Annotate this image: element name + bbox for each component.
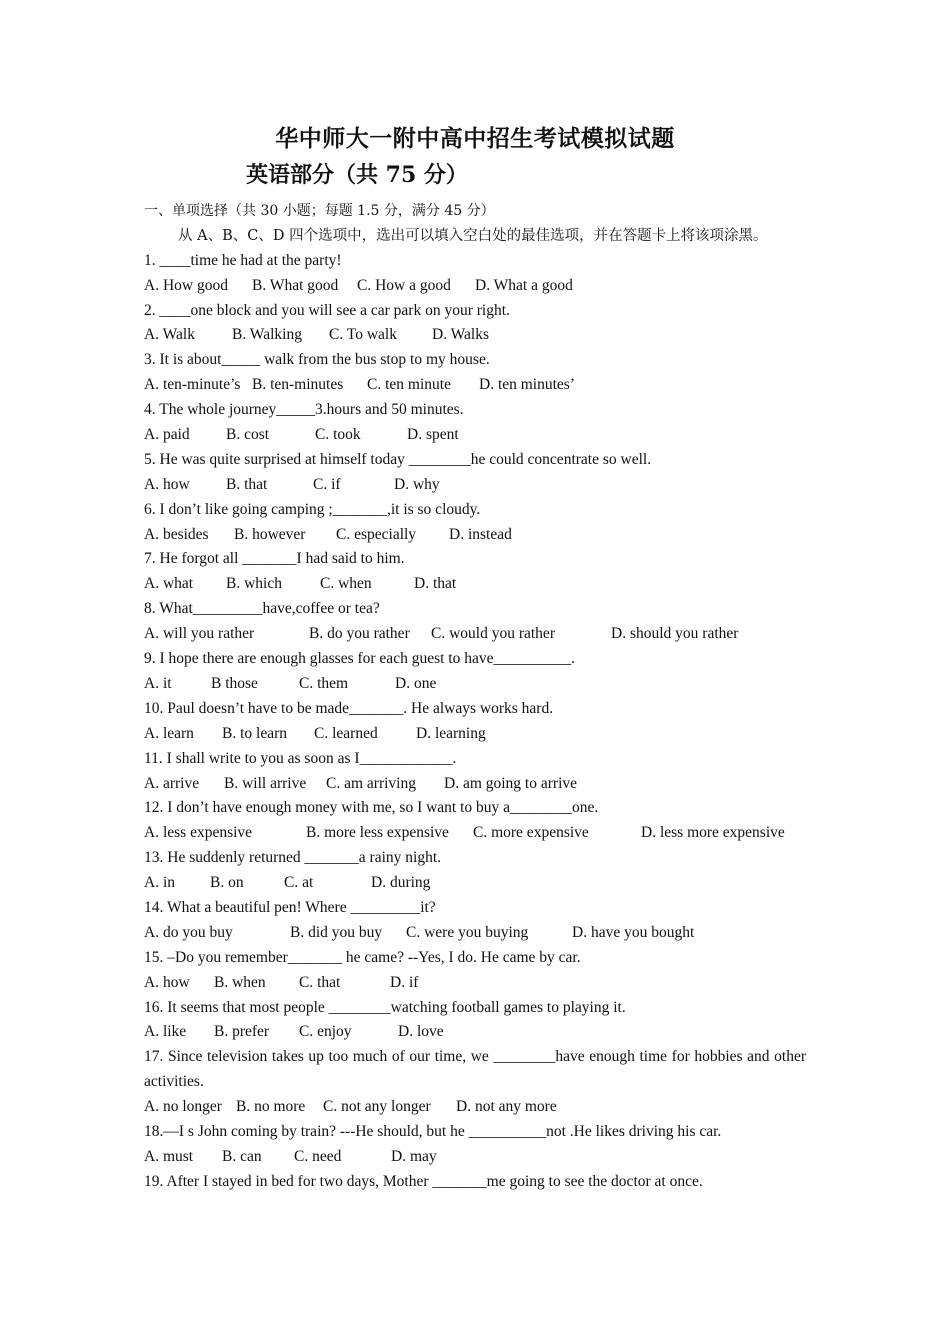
answer-option: A. what (144, 575, 194, 593)
option-row (144, 921, 806, 946)
answer-option: B. What good (252, 276, 339, 294)
option-row (144, 1145, 806, 1170)
question-stem: 7. He forgot all _______I had said to him. (144, 550, 405, 568)
option-row (144, 772, 806, 797)
answer-option: D. that (414, 575, 457, 593)
answer-option: B. do you rather (309, 625, 410, 643)
answer-option: C. ten minute (367, 376, 451, 394)
question-stem: 12. I don’t have enough money with me, so I want to buy a________one. (144, 799, 599, 817)
answer-option: C. not any longer (323, 1098, 431, 1116)
answer-option: B. prefer (214, 1023, 270, 1041)
option-row (144, 622, 806, 647)
answer-option: C. took (315, 426, 361, 444)
question-stem: 18.—I s John coming by train? ---He should, but he __________not .He likes driving his car. (144, 1123, 722, 1140)
exam-title: 华中师大一附中高中招生考试模拟试题 (275, 125, 675, 152)
answer-option: D. not any more (456, 1098, 557, 1116)
answer-option: D. love (398, 1023, 444, 1041)
answer-option: A. how (144, 475, 190, 493)
question-stem: 6. I don’t like going camping ;_______,it is so cloudy. (144, 500, 481, 518)
option-row (144, 523, 806, 548)
answer-option: A. paid (144, 426, 190, 444)
answer-option: B. will arrive (224, 774, 307, 792)
answer-option: C. that (299, 973, 341, 991)
answer-option: C. How a good (357, 276, 451, 294)
exam-body (144, 199, 806, 1195)
answer-option: D. What a good (475, 276, 573, 294)
question-stem: 5. He was quite surprised at himself today ________he could concentrate so well. (144, 450, 652, 468)
answer-option: D. during (371, 874, 431, 892)
answer-option: B those (211, 674, 258, 692)
answer-option: A. in (144, 874, 175, 892)
answer-option: A. arrive (144, 774, 200, 792)
section-subtitle: 英语部分（共 75 分） (246, 162, 468, 188)
question-stem: 2. ____one block and you will see a car park on your right. (144, 301, 510, 319)
answer-option: D. ten minutes’ (479, 376, 575, 394)
answer-option: D. Walks (432, 326, 490, 344)
answer-option: D. have you bought (572, 923, 695, 941)
option-row (144, 722, 806, 747)
answer-option: C. To walk (329, 326, 397, 344)
answer-option: A. it (144, 674, 172, 692)
option-row (144, 373, 806, 398)
answer-option: B. Walking (232, 326, 302, 344)
answer-option: D. spent (407, 426, 459, 444)
question-stem: 15. –Do you remember_______ he came? --Yes, I do. He came by car. (144, 948, 581, 966)
answer-option: B. which (226, 575, 282, 593)
question-stem: 8. What_________have,coffee or tea? (144, 600, 380, 618)
answer-option: C. need (294, 1147, 342, 1165)
answer-option: C. enjoy (299, 1023, 352, 1041)
answer-option: D. am going to arrive (444, 774, 578, 792)
option-row (144, 473, 806, 498)
question-stem: 11. I shall write to you as soon as I____________. (144, 749, 457, 767)
instructions: 从 A、B、C、D 四个选项中，选出可以填入空白处的最佳选项，并在答题卡上将该项涂黑。 (178, 227, 768, 244)
answer-option: C. learned (314, 724, 378, 742)
option-row (144, 423, 806, 448)
option-row (144, 274, 806, 299)
question-stem: 1. ____time he had at the party! (144, 251, 342, 269)
answer-option: C. if (313, 475, 341, 493)
answer-option: C. would you rather (431, 625, 555, 643)
answer-option: A. learn (144, 724, 194, 742)
option-row (144, 971, 806, 996)
answer-option: C. them (299, 674, 349, 692)
answer-option: B. when (214, 973, 266, 991)
answer-option: B. that (226, 475, 268, 493)
answer-option: B. did you buy (290, 923, 383, 941)
question-stem: 13. He suddenly returned _______a rainy night. (144, 849, 442, 867)
answer-option: D. learning (416, 724, 486, 742)
answer-option: A. ten-minute’s (144, 376, 241, 394)
section-heading: 一、单项选择（共 30 小题；每题 1.5 分，满分 45 分） (144, 203, 495, 219)
option-row (144, 1095, 806, 1120)
answer-option: D. should you rather (611, 625, 739, 643)
answer-option: A. do you buy (144, 923, 233, 941)
answer-option: A. Walk (144, 326, 195, 344)
answer-option: A. like (144, 1023, 187, 1041)
question-stem: 10. Paul doesn’t have to be made_______. He always works hard. (144, 699, 554, 717)
question-stem: 3. It is about_____ walk from the bus stop to my house. (144, 351, 490, 369)
answer-option: B. ten-minutes (252, 376, 344, 394)
answer-option: A. how (144, 973, 190, 991)
answer-option: C. am arriving (326, 774, 416, 792)
answer-option: A. no longer (144, 1098, 222, 1116)
answer-option: B. cost (226, 426, 270, 444)
question-stem: 17. Since television takes up too much of our time, we ________have enough time for hobbies and other activities. (144, 1048, 806, 1091)
answer-option: B. no more (236, 1098, 306, 1116)
answer-option: C. especially (336, 525, 417, 543)
answer-option: B. more less expensive (306, 824, 449, 842)
option-row (144, 871, 806, 896)
answer-option: B. to learn (222, 724, 287, 742)
answer-option: C. were you buying (406, 923, 529, 941)
option-row (144, 323, 806, 348)
answer-option: A. How good (144, 276, 228, 294)
answer-option: C. when (320, 575, 372, 593)
question-stem: 4. The whole journey_____3.hours and 50 minutes. (144, 401, 464, 419)
answer-option: B. on (210, 874, 244, 892)
answer-option: A. less expensive (144, 824, 253, 842)
answer-option: A. must (144, 1147, 194, 1165)
option-row (144, 572, 806, 597)
answer-option: D. instead (449, 525, 512, 543)
option-row (144, 1020, 806, 1045)
answer-option: C. at (284, 874, 314, 892)
option-row (144, 672, 806, 697)
answer-option: B. can (222, 1147, 262, 1165)
answer-option: D. why (394, 475, 440, 493)
question-stem: 19. After I stayed in bed for two days, Mother _______me going to see the doctor at once. (144, 1172, 703, 1190)
question-stem: 14. What a beautiful pen! Where _________it? (144, 898, 436, 916)
answer-option: D. may (391, 1147, 437, 1165)
question-list (144, 249, 806, 1195)
answer-option: D. one (395, 674, 437, 692)
answer-option: A. will you rather (144, 625, 255, 643)
option-row (144, 821, 806, 846)
answer-option: D. if (390, 973, 419, 991)
answer-option: C. more expensive (473, 824, 589, 842)
answer-option: B. however (234, 525, 306, 543)
answer-option: D. less more expensive (641, 824, 785, 842)
answer-option: A. besides (144, 525, 209, 543)
question-stem: 9. I hope there are enough glasses for each guest to have__________. (144, 650, 575, 668)
question-stem: 16. It seems that most people ________watching football games to playing it. (144, 998, 626, 1016)
